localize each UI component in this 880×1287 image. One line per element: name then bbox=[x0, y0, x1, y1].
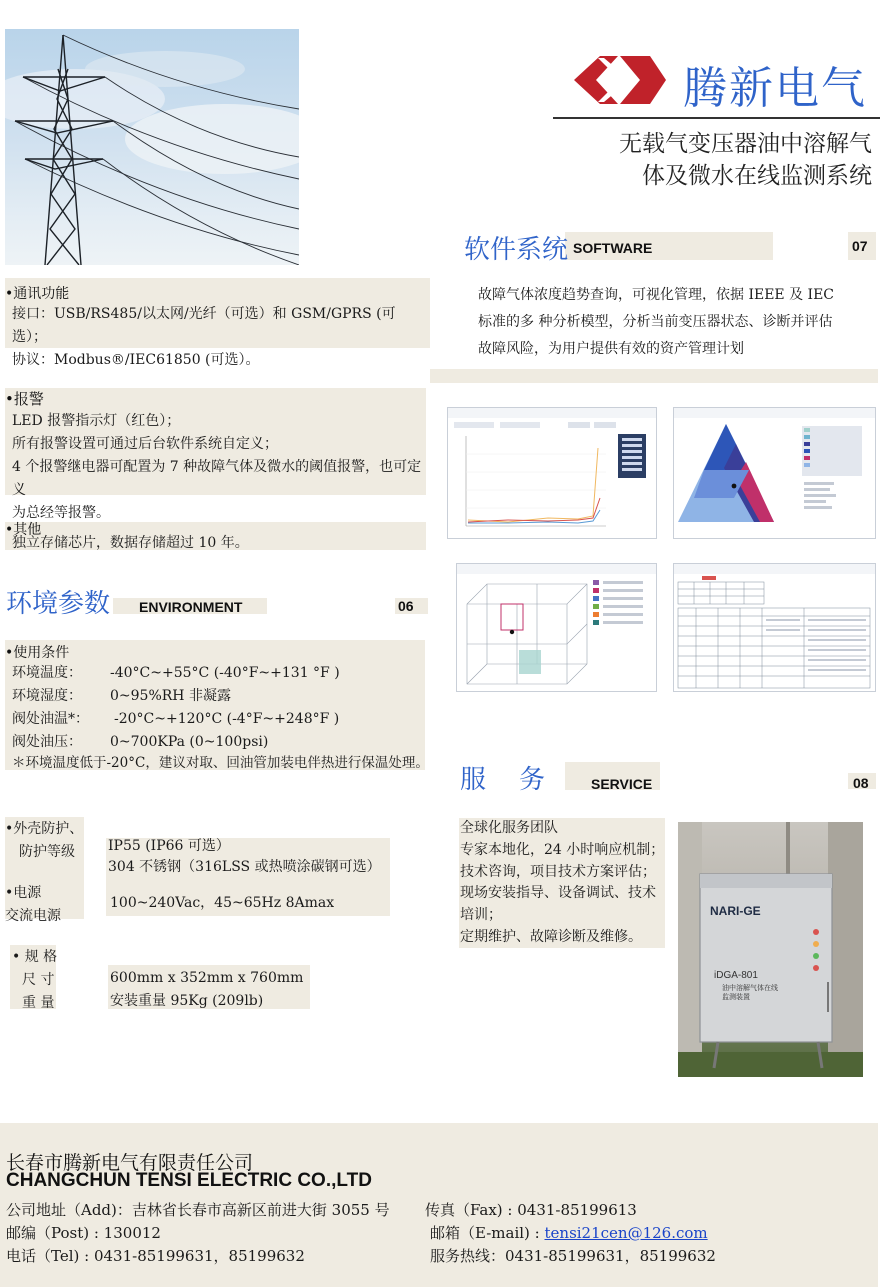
service-title-cn: 服 务 bbox=[460, 765, 546, 795]
service-number: 08 bbox=[853, 775, 869, 791]
software-screenshot-3d-ratio bbox=[456, 563, 657, 692]
power-label-2: 交流电源 bbox=[5, 908, 61, 924]
footer-address: 公司地址（Add)：吉林省长春市高新区前进大街 3055 号 bbox=[6, 1201, 390, 1219]
duval-triangle-thumbnail bbox=[674, 408, 876, 539]
housing-values bbox=[108, 836, 381, 878]
footer-company-en: CHANGCHUN TENSI ELECTRIC CO.,LTD bbox=[6, 1170, 372, 1191]
environment-number: 06 bbox=[398, 598, 414, 614]
software-title-en: SOFTWARE bbox=[573, 240, 653, 256]
other-line-1: 独立存储芯片，数据存储超过 10 年。 bbox=[12, 535, 249, 551]
device-model: iDGA-801 bbox=[714, 970, 758, 981]
env-row-oil-pressure: 阀处油压： 0~700KPa (0~100psi) bbox=[12, 734, 269, 750]
software-title-cn: 软件系统 bbox=[464, 235, 569, 265]
device-caption-line-2: 监测装置 bbox=[722, 993, 750, 1001]
housing-value-ip: IP55 (IP66 可选） bbox=[108, 838, 230, 854]
housing-labels bbox=[5, 818, 83, 864]
software-screenshot-trend bbox=[447, 407, 657, 539]
trend-chart-thumbnail bbox=[448, 408, 657, 539]
three-ratio-cube-thumbnail bbox=[457, 564, 657, 692]
product-title-line-1: 无载气变压器油中溶解气 bbox=[619, 131, 872, 157]
environment-note: ＊环境温度低于-20°C，建议对取、回油管加装电伴热进行保温处理。 bbox=[12, 755, 429, 771]
footer-post: 邮编（Post) : 130012 bbox=[6, 1224, 161, 1242]
power-tower-illustration bbox=[5, 29, 299, 265]
alarm-line-1: LED 报警指示灯（红色）； bbox=[12, 413, 181, 429]
communication-line-1: 接口：USB/RS485/以太网/光纤（可选）和 GSM/GPRS (可 选）； bbox=[12, 306, 396, 345]
software-screenshot-duval-triangle bbox=[673, 407, 876, 539]
alarm-line-3: 4 个报警继电器可配置为 7 种故障气体及微水的阈值报警，也可定义 bbox=[12, 459, 422, 498]
brand-name: 腾新电气 bbox=[683, 63, 867, 114]
env-row-ambient-humidity: 环境湿度： 0~95%RH 非凝露 bbox=[12, 688, 231, 704]
service-line-4: 现场安装指导、设备调试、技术 bbox=[460, 885, 656, 902]
device-cabinet-illustration bbox=[678, 822, 863, 1077]
footer-company-cn: 长春市腾新电气有限责任公司 bbox=[6, 1152, 254, 1174]
spec-value-size: 600mm x 352mm x 760mm bbox=[110, 970, 304, 986]
communication-heading: •通讯功能 bbox=[5, 286, 70, 302]
device-photo bbox=[678, 822, 863, 1077]
software-desc-line-1: 故障气体浓度趋势查询，可视化管理，依据 IEEE 及 IEC bbox=[478, 287, 835, 303]
alarm-line-4: 为总经等报警。 bbox=[12, 505, 110, 521]
software-screenshot-diagnosis-table bbox=[673, 563, 876, 692]
service-title-en: SERVICE bbox=[591, 776, 653, 792]
brand-logo-icon bbox=[570, 52, 670, 108]
env-row-ambient-temp: 环境温度： -40°C~+55°C (-40°F~+131 °F ) bbox=[12, 665, 340, 681]
device-brand: NARI-GE bbox=[710, 904, 761, 918]
footer-fax: 传真（Fax) : 0431-85199613 bbox=[425, 1201, 637, 1219]
spec-values bbox=[110, 967, 303, 1013]
power-label-1: •电源 bbox=[5, 885, 42, 901]
spec-label-2: 尺 寸 bbox=[22, 972, 55, 988]
environment-conditions bbox=[12, 662, 432, 754]
diagnosis-table-thumbnail bbox=[674, 564, 876, 692]
spec-label-1: • 规 格 bbox=[12, 949, 58, 965]
housing-value-material: 304 不锈钢（316LSS 或热喷涂碳钢可选） bbox=[108, 859, 381, 875]
service-line-1: 全球化服务团队 bbox=[460, 820, 558, 836]
device-caption-line-1: 油中溶解气体在线 bbox=[722, 984, 778, 992]
alarm-body bbox=[12, 410, 432, 525]
housing-label-1: •外壳防护、 bbox=[5, 821, 84, 837]
footer-email-row bbox=[430, 1222, 708, 1243]
power-labels bbox=[5, 882, 61, 928]
service-line-3: 技术咨询，项目技术方案评估； bbox=[460, 863, 656, 880]
footer-email-link[interactable]: tensi21cen@126.com bbox=[544, 1224, 708, 1242]
environment-title-cn: 环境参数 bbox=[6, 589, 111, 619]
communication-body bbox=[12, 303, 432, 372]
hero-photo-power-tower bbox=[5, 29, 299, 265]
environment-title-en: ENVIRONMENT bbox=[139, 599, 243, 615]
footer-email-label: 邮箱（E-mail) : bbox=[430, 1224, 545, 1242]
software-bottom-band bbox=[430, 369, 878, 383]
software-number: 07 bbox=[852, 238, 868, 254]
alarm-heading: •报警 bbox=[5, 390, 44, 408]
env-row-oil-temp: 阀处油温*： -20°C~+120°C (-4°F~+248°F ) bbox=[12, 711, 340, 727]
device-caption bbox=[722, 984, 778, 1002]
software-description bbox=[478, 282, 873, 363]
footer-tel: 电话（Tel) : 0431-85199631，85199632 bbox=[6, 1247, 305, 1265]
service-body bbox=[460, 818, 665, 949]
service-line-6: 定期维护、故障诊断及维修。 bbox=[460, 928, 642, 945]
service-line-5: 培训； bbox=[460, 907, 502, 924]
software-desc-line-3: 故障风险，为用户提供有效的资产管理计划 bbox=[478, 341, 744, 357]
environment-heading: •使用条件 bbox=[5, 645, 70, 661]
product-title-line-2: 体及微水在线监测系统 bbox=[642, 163, 872, 189]
communication-line-2: 协议：Modbus®/IEC61850 (可选）。 bbox=[12, 352, 260, 368]
service-line-2: 专家本地化，24 小时响应机制； bbox=[460, 841, 665, 858]
spec-label-3: 重 量 bbox=[22, 995, 55, 1011]
product-title bbox=[619, 128, 872, 192]
spec-value-weight: 安装重量 95Kg (209lb) bbox=[110, 993, 264, 1009]
spec-labels bbox=[12, 946, 57, 1015]
footer-hotline: 服务热线：0431-85199631，85199632 bbox=[430, 1247, 716, 1265]
housing-label-2: 防护等级 bbox=[19, 844, 75, 860]
brand-divider bbox=[553, 117, 880, 119]
other-heading: •其他 bbox=[5, 522, 42, 538]
software-desc-line-2: 标准的多 种分析模型，分析当前变压器状态、诊断并评估 bbox=[478, 314, 833, 330]
power-value: 100~240Vac，45~65Hz 8Amax bbox=[110, 895, 335, 911]
alarm-line-2: 所有报警设置可通过后台软件系统自定义； bbox=[12, 436, 278, 452]
